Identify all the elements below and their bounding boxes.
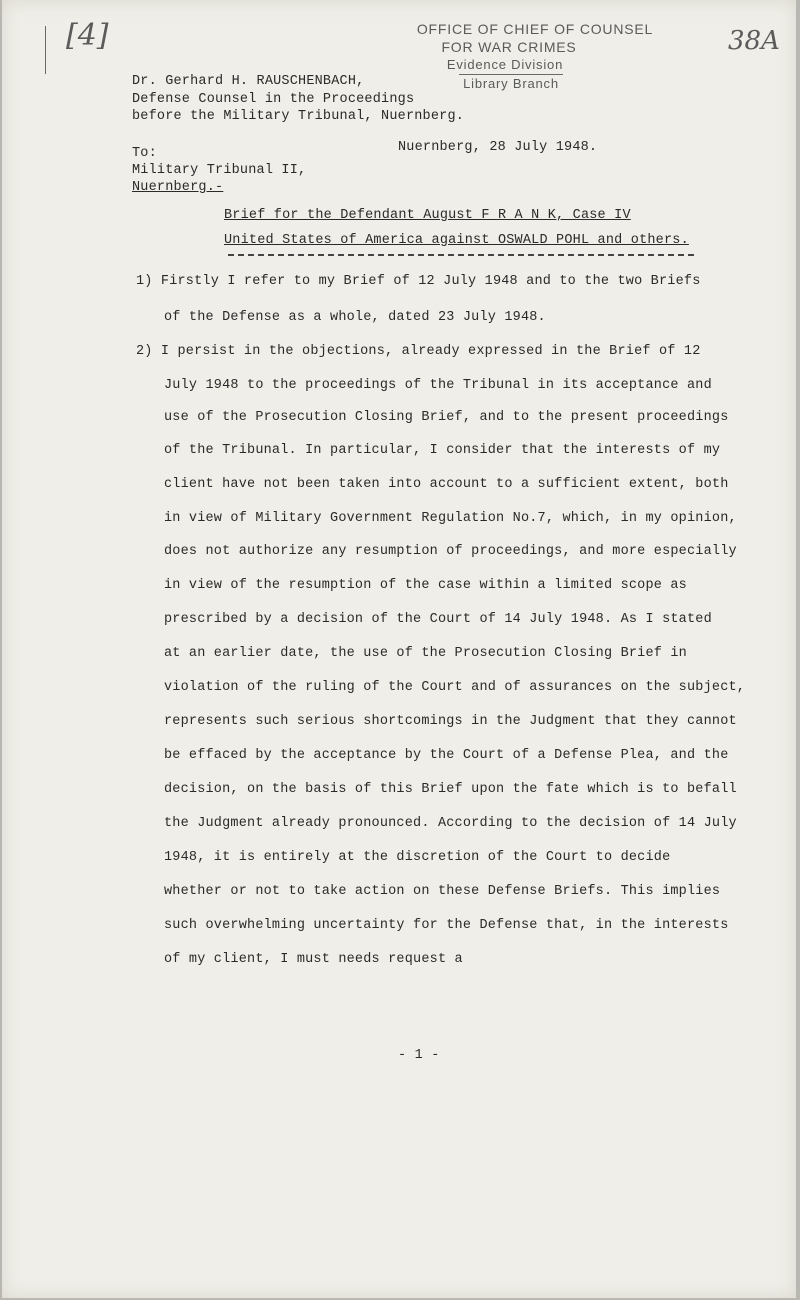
body-line: represents such serious shortcomings in the Judgment that they cannot <box>164 714 737 729</box>
body-line: July 1948 to the proceedings of the Tribunal in its acceptance and <box>164 378 712 393</box>
archive-stamp <box>394 20 694 93</box>
body-line: of the Defense as a whole, dated 23 July 1948. <box>164 310 546 325</box>
body-line: does not authorize any resumption of proceedings, and more especially <box>164 544 737 559</box>
body-line: of the Tribunal. In particular, I consider that the interests of my <box>164 443 721 458</box>
margin-mark <box>45 26 46 74</box>
body-line: decision, on the basis of this Brief upon the fate which is to befall <box>164 782 737 797</box>
title-dash-rule <box>228 254 694 256</box>
body-line: prescribed by a decision of the Court of 14 July 1948. As I stated <box>164 612 712 627</box>
sender-line: Defense Counsel in the Proceedings <box>132 92 415 107</box>
body-line: 2) I persist in the objections, already expressed in the Brief of 12 <box>136 344 701 359</box>
body-line: such overwhelming uncertainty for the Defense that, in the interests <box>164 918 729 933</box>
brief-title: Brief for the Defendant August F R A N K, Case IV <box>224 208 631 223</box>
recipient-to: To: <box>132 146 157 161</box>
case-title: United States of America against OSWALD POHL and others. <box>224 233 689 248</box>
stamp-line-4: Library Branch <box>459 74 563 93</box>
body-line: client have not been taken into account to a sufficient extent, both <box>164 477 729 492</box>
body-line: whether or not to take action on these Defense Briefs. This implies <box>164 884 721 899</box>
body-line: in view of Military Government Regulation No.7, which, in my opinion, <box>164 511 737 526</box>
letter-date: Nuernberg, 28 July 1948. <box>398 140 598 155</box>
document-number: 38A <box>728 26 780 56</box>
bracket-number: [4] <box>66 18 109 53</box>
page-number: - 1 - <box>398 1048 440 1063</box>
sender-line: Dr. Gerhard H. RAUSCHENBACH, <box>132 74 365 89</box>
recipient-line: Military Tribunal II, <box>132 163 307 178</box>
sender-line: before the Military Tribunal, Nuernberg. <box>132 109 465 124</box>
body-line: at an earlier date, the use of the Prosecution Closing Brief in <box>164 646 687 661</box>
body-line: 1948, it is entirely at the discretion of the Court to decide <box>164 850 671 865</box>
document-page <box>2 0 796 1298</box>
body-line: use of the Prosecution Closing Brief, and to the present proceedings <box>164 410 729 425</box>
stamp-line-2: FOR WAR CRIMES <box>441 39 577 55</box>
recipient-line: Nuernberg.- <box>132 180 224 195</box>
body-line: 1) Firstly I refer to my Brief of 12 July 1948 and to the two Briefs <box>136 274 701 289</box>
body-line: the Judgment already pronounced. According to the decision of 14 July <box>164 816 737 831</box>
stamp-line-3: Evidence Division <box>446 57 564 72</box>
body-line: violation of the ruling of the Court and of assurances on the subject, <box>164 680 746 695</box>
body-line: of my client, I must needs request a <box>164 952 463 967</box>
stamp-line-1: OFFICE OF CHIEF OF COUNSEL <box>416 21 654 37</box>
body-line: be effaced by the acceptance by the Court of a Defense Plea, and the <box>164 748 729 763</box>
body-line: in view of the resumption of the case within a limited scope as <box>164 578 687 593</box>
